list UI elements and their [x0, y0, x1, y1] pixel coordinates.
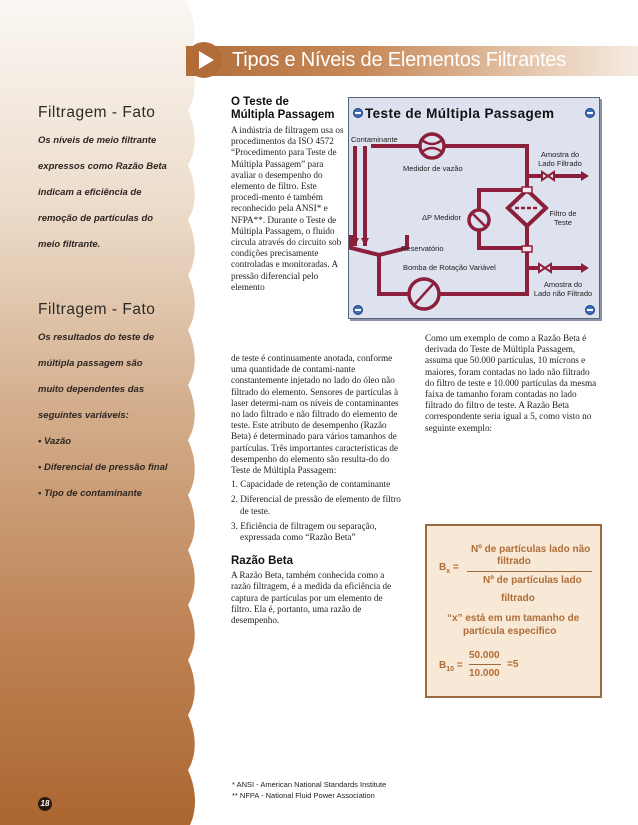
fraction-bar — [467, 571, 592, 572]
beta-x-symbol — [439, 562, 459, 575]
fact-text-line: Os resultados do teste de — [38, 332, 155, 343]
beta-formula-box — [425, 524, 602, 698]
fraction-bar — [469, 664, 501, 665]
beta-letter: B — [439, 660, 447, 671]
valve-icon — [545, 264, 551, 272]
fact-box-2 — [38, 301, 188, 507]
example-paragraph: Como um exemplo de como a Razão Beta é derivada do Teste de Múltipla Passagem, assuma que 50.000 partículas, 10 mícrons e maiores, foram contadas no lado não filtrado do filtro de teste e 10.000 partículas da mesma faixa de tamanho foram contadas no lado filtrado do filtro de teste. A Razão Beta correspondente seria igual a 5, como visto no seguinte exemplo: — [425, 333, 597, 433]
paragraph: A indústria de filtragem usa os procedimentos da ISO 4572 “Procedimento para Teste de Múltipla Passagem” para avaliar o desempenho do elemento de filtro. Este procedi-mento é também reconhecido pela ANSI* e NFPA**. Durante o Teste de Múltipla Passagem, o fluido circula através do circuito sob condições precisamente controladas e monitoradas. A pressão diferencial pelo elemento — [231, 125, 344, 292]
screw-icon — [353, 305, 363, 315]
junction — [522, 246, 532, 252]
junction — [522, 187, 532, 193]
diagram-title: Teste de Múltipla Passagem — [365, 106, 555, 121]
label-dp-meter: ΔP Medidor — [422, 213, 462, 222]
section-heading — [231, 96, 349, 122]
list-item: 1. Capacidade de retenção de contaminante — [231, 479, 391, 490]
example-denominator: 10.000 — [469, 668, 500, 679]
pipe — [479, 228, 527, 248]
arrow-icon — [581, 171, 589, 181]
article-body — [231, 353, 403, 626]
label-reservoir: Reservatório — [401, 244, 444, 253]
footnote: * ANSI - American National Standards Institute — [232, 780, 387, 789]
list-item: 2. Diferencial de pressão de elemento de filtro de teste. — [231, 494, 401, 516]
heading-line: Múltipla Passagem — [231, 109, 335, 121]
multipass-diagram — [348, 97, 600, 319]
fact-bullet: • Tipo de contaminante — [38, 488, 142, 499]
page-title: Tipos e Níveis de Elementos Filtrantes — [232, 49, 567, 71]
heading-line: O Teste de — [231, 96, 289, 108]
screw-icon — [353, 108, 363, 118]
fact-text-line: múltipla passagem são — [38, 358, 143, 369]
paragraph: de teste é continuamente anotada, conforme uma quantidade de contami-nante constantemente injetado no lado do óleo não filtrado do elemento. Sensores de partículas à laser determi-nam os níveis de contaminantes no lado filtrado e não filtrado do elemento de teste. Este atributo de desempenho (Razão Beta) é determinado para vários tamanhos de partículas. Três importantes características de desempenho do elemento são resulta-do do Teste de Múltipla Passagem: — [231, 353, 399, 476]
list-item: 3. Eficiência de filtragem ou separação, expressada como “Razão Beta” — [231, 520, 377, 543]
arrow-icon — [361, 238, 369, 246]
fact-text-line: Os níveis de meio filtrante — [38, 135, 157, 146]
beta-letter: B — [439, 562, 447, 573]
footnote: ** NFPA - National Fluid Power Association — [232, 791, 375, 800]
numerator-line: Nº de partículas lado não — [471, 544, 591, 555]
label-pump: Bomba de Rotação Variável — [403, 263, 496, 272]
example-result: =5 — [507, 659, 519, 670]
label-filtered-sample: Amostra do Lado Filtrado — [538, 150, 582, 168]
page-number: 18 — [38, 797, 52, 811]
arrow-icon — [581, 263, 589, 273]
fact-text-line: meio filtrante. — [38, 239, 101, 250]
fact-text-line: indicam a eficiência de — [38, 187, 142, 198]
note-line: “x” está em um tamanho de — [447, 613, 580, 624]
label-flow-meter: Medidor de vazão — [403, 164, 463, 173]
fact-title: Filtragem - Fato — [38, 301, 156, 318]
fact-text-line: seguintes variáveis: — [38, 410, 129, 421]
pipe — [351, 235, 407, 255]
fact-text-line: expressos como Razão Beta — [38, 161, 167, 172]
label-contaminant: Contaminante — [351, 135, 398, 144]
fact-title: Filtragem - Fato — [38, 104, 156, 121]
example-numerator: 50.000 — [469, 650, 500, 661]
label-test-filter: Filtro de Teste — [549, 209, 577, 227]
play-icon — [186, 42, 222, 78]
fact-text-line: muito dependentes das — [38, 384, 145, 395]
fact-bullet: • Vazão — [38, 436, 72, 447]
screw-icon — [585, 305, 595, 315]
label-unfiltered-sample: Amostra do Lado não Filtrado — [533, 280, 593, 298]
fact-bullet: • Diferencial de pressão final — [38, 462, 168, 473]
screw-icon — [585, 108, 595, 118]
pipe — [379, 255, 411, 294]
paragraph: A Razão Beta, também conhecida como a razão filtragem, é a medida da eficiência de captura de partículas por um elemento de filtro. Ela é, portanto, uma razão de desempenho. — [231, 570, 392, 626]
flow-meter-icon — [420, 134, 444, 158]
valve-icon — [548, 172, 554, 180]
section-heading: Razão Beta — [231, 555, 293, 568]
beta-10-symbol — [439, 660, 463, 673]
numbered-list — [231, 479, 403, 543]
beta-subscript: 10 — [446, 666, 455, 673]
article-intro — [231, 96, 349, 293]
numerator-line: filtrado — [497, 556, 531, 567]
note-line: partícula específico — [463, 626, 557, 637]
pipe — [479, 190, 527, 213]
fact-box-1 — [38, 104, 188, 258]
fact-text-line: remoção de partículas do — [38, 213, 154, 224]
beta-subscript: x — [446, 568, 451, 575]
denominator-line: Nº de partículas lado — [483, 575, 582, 586]
equals-sign: = — [456, 660, 463, 671]
denominator-line: filtrado — [501, 593, 535, 604]
equals-sign: = — [452, 562, 459, 573]
